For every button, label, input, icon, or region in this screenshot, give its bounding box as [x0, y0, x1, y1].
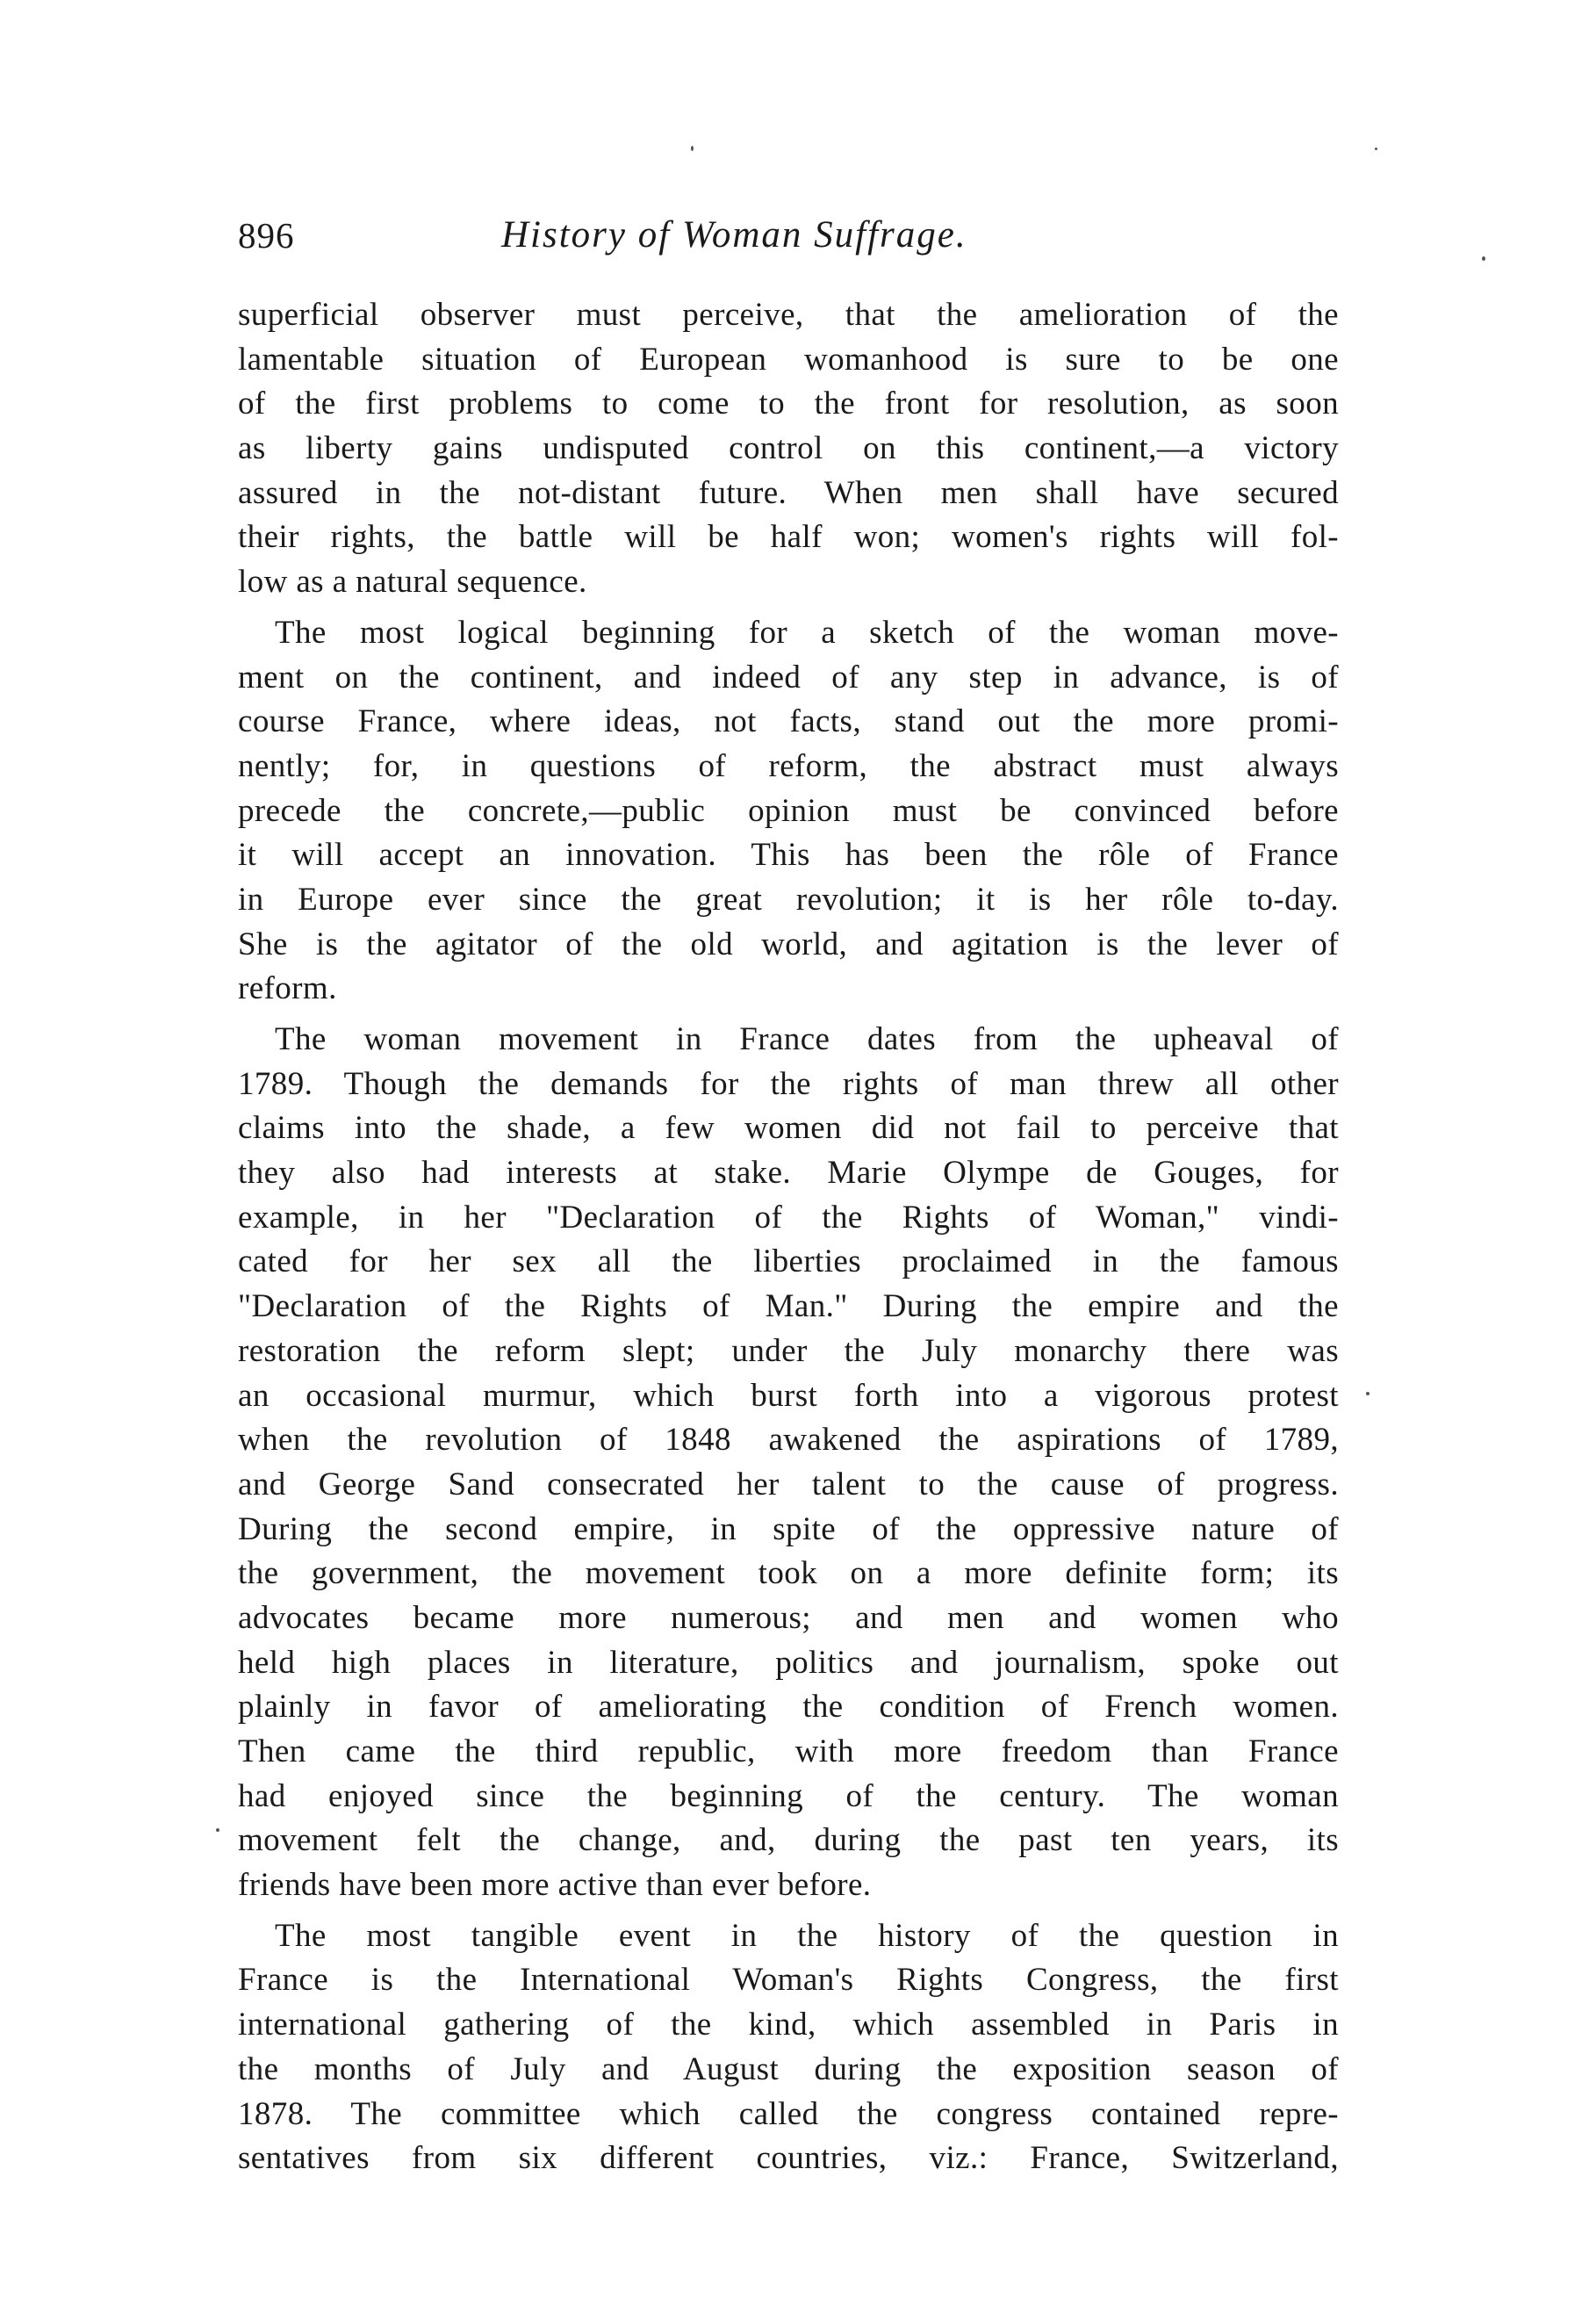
- text-line: claims into the shade, a few women did not fail to perceive that: [238, 1110, 1339, 1147]
- paragraph-gap: [238, 1908, 1339, 1914]
- page-number: 896: [238, 215, 295, 256]
- text-line: they also had interests at stake. Marie Olympe de Gouges, for: [238, 1155, 1339, 1192]
- text-line: the government, the movement took on a more definite form; its: [238, 1555, 1339, 1592]
- text-line: friends have been more active than ever before.: [238, 1867, 872, 1904]
- text-line: ment on the continent, and indeed of any step in advance, is of: [238, 659, 1339, 695]
- print-speck: [691, 146, 694, 151]
- text-line: restoration the reform slept; under the July monarchy there was: [238, 1332, 1339, 1369]
- text-line: The woman movement in France dates from the upheaval of: [275, 1021, 1339, 1057]
- text-line: an occasional murmur, which burst forth into a vigorous protest: [238, 1377, 1339, 1414]
- text-line: it will accept an innovation. This has been the rôle of France: [238, 837, 1339, 874]
- text-line: when the revolution of 1848 awakened the aspirations of 1789,: [238, 1422, 1339, 1459]
- text-line: held high places in literature, politics and journalism, spoke out: [238, 1644, 1339, 1681]
- text-line: superficial observer must perceive, that the amelioration of the: [238, 297, 1339, 333]
- text-line: low as a natural sequence.: [238, 564, 587, 601]
- text-line: plainly in favor of ameliorating the condition of French women.: [238, 1689, 1339, 1726]
- text-line: in Europe ever since the great revolution; it is her rôle to-day.: [238, 881, 1339, 918]
- text-line: international gathering of the kind, which assembled in Paris in: [238, 2007, 1339, 2043]
- body-text: [238, 293, 1339, 2181]
- text-line: The most logical beginning for a sketch of the woman move-: [275, 614, 1339, 651]
- text-line: course France, where ideas, not facts, stand out the more promi-: [238, 703, 1339, 740]
- text-line: 1789. Though the demands for the rights of man threw all other: [238, 1065, 1339, 1102]
- text-line: Then came the third republic, with more freedom than France: [238, 1733, 1339, 1769]
- text-line: the months of July and August during the exposition season of: [238, 2050, 1339, 2087]
- running-head: [238, 209, 1335, 262]
- text-line: and George Sand consecrated her talent to the cause of progress.: [238, 1466, 1339, 1503]
- text-line: 1878. The committee which called the congress contained repre-: [238, 2095, 1339, 2132]
- text-line: sentatives from six different countries, viz.: France, Switzerland,: [238, 2140, 1339, 2177]
- text-line: assured in the not-distant future. When men shall have secured: [238, 474, 1339, 511]
- text-line: precede the concrete,—public opinion must be convinced before: [238, 792, 1339, 829]
- print-speck: [1366, 1392, 1370, 1395]
- paragraph: [238, 293, 1339, 605]
- text-line: reform.: [238, 970, 337, 1007]
- text-line: their rights, the battle will be half won; women's rights will fol-: [238, 519, 1339, 556]
- paragraph: [238, 611, 1339, 1012]
- text-line: movement felt the change, and, during the past ten years, its: [238, 1822, 1339, 1859]
- text-line: lamentable situation of European womanhood is sure to be one: [238, 341, 1339, 378]
- text-line: cated for her sex all the liberties proclaimed in the famous: [238, 1243, 1339, 1280]
- paragraph: [238, 1914, 1339, 2181]
- running-title: History of Woman Suffrage.: [501, 214, 967, 256]
- print-speck: [1375, 148, 1377, 150]
- paragraph-gap: [238, 605, 1339, 611]
- text-line: nently; for, in questions of reform, the abstract must always: [238, 747, 1339, 784]
- text-line: example, in her "Declaration of the Rights of Woman," vindi-: [238, 1199, 1339, 1236]
- text-line: "Declaration of the Rights of Man." During the empire and the: [238, 1288, 1339, 1325]
- text-line: had enjoyed since the beginning of the century. The woman: [238, 1777, 1339, 1814]
- text-line: The most tangible event in the history of the question in: [275, 1917, 1339, 1954]
- print-speck: [1482, 256, 1485, 261]
- paragraph-gap: [238, 1012, 1339, 1018]
- text-line: as liberty gains undisputed control on this continent,—a victory: [238, 430, 1339, 467]
- text-line: advocates became more numerous; and men and women who: [238, 1599, 1339, 1636]
- print-speck: [216, 1828, 219, 1832]
- text-line: of the first problems to come to the front for resolution, as soon: [238, 386, 1339, 422]
- text-line: She is the agitator of the old world, and agitation is the lever of: [238, 926, 1339, 962]
- paragraph: [238, 1018, 1339, 1908]
- text-line: France is the International Woman's Rights Congress, the first: [238, 1962, 1339, 1999]
- text-line: During the second empire, in spite of the oppressive nature of: [238, 1510, 1339, 1547]
